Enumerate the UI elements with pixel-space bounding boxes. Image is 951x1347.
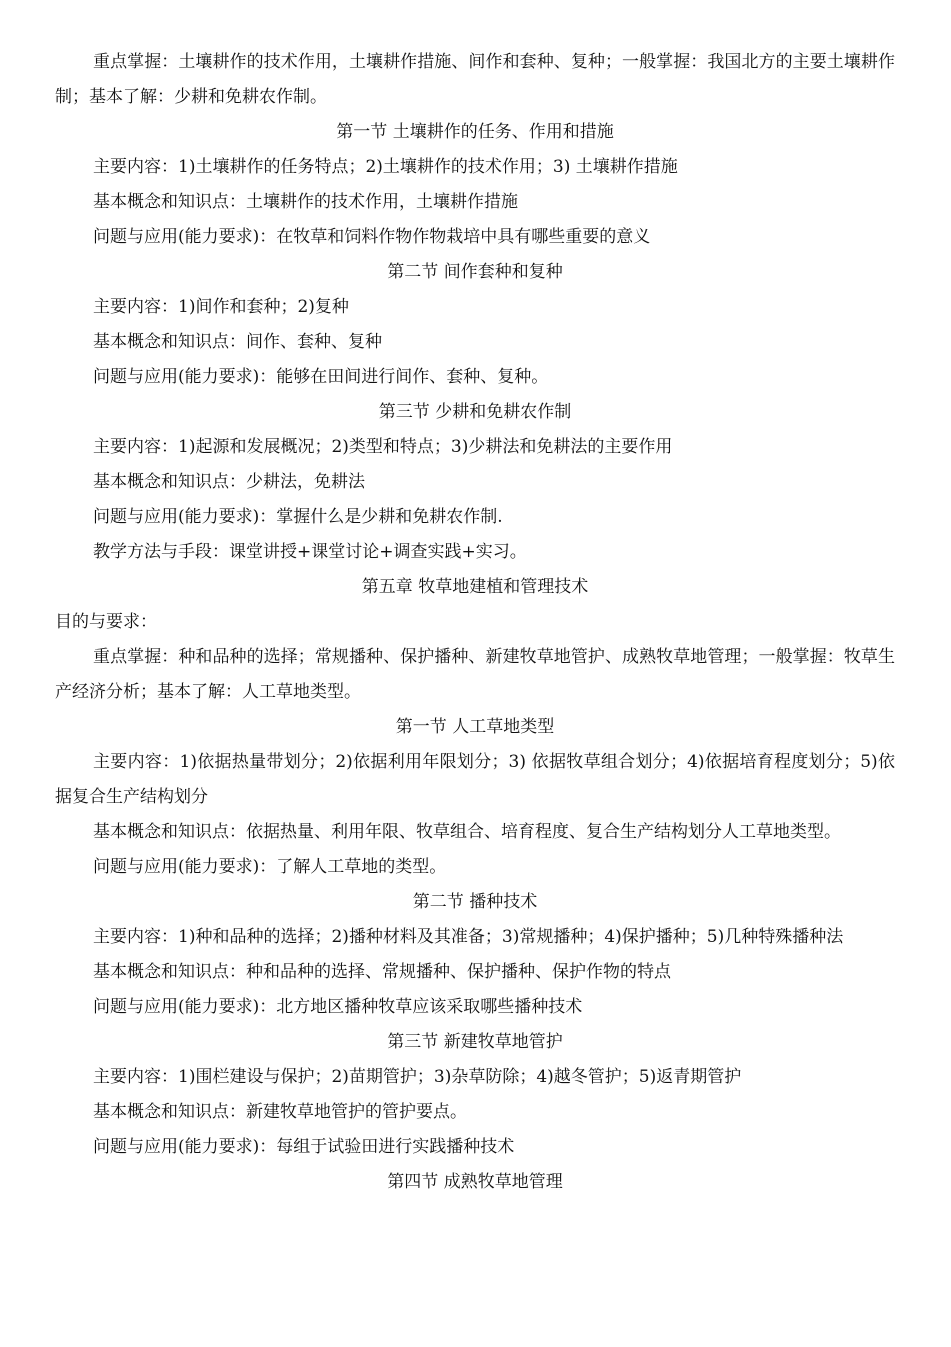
section-heading: 第三节 新建牧草地管护 — [387, 1032, 563, 1052]
section-heading: 第三节 少耕和免耕农作制 — [378, 402, 572, 422]
section-heading: 第二节 间作套种和复种 — [387, 262, 563, 282]
application-line: 问题与应用(能力要求)：北方地区播种牧草应该采取哪些播种技术 — [93, 997, 583, 1017]
concepts-line: 基本概念和知识点：种和品种的选择、常规播种、保护播种、保护作物的特点 — [93, 962, 671, 982]
main-content-line: 主要内容：1)围栏建设与保护；2)苗期管护；3)杂草防除；4)越冬管护；5)返青期管护 — [93, 1067, 742, 1087]
teaching-methods-line: 教学方法与手段：课堂讲授+课堂讨论+调查实践+实习。 — [93, 542, 527, 562]
section-heading: 第一节 人工草地类型 — [395, 717, 555, 737]
focus-paragraph: 重点掌握：种和品种的选择；常规播种、保护播种、新建牧草地管护、成熟牧草地管理；一般掌握：牧草生产经济分析；基本了解：人工草地类型。 — [55, 647, 895, 702]
document-body — [55, 45, 895, 1200]
concepts-line: 基本概念和知识点：新建牧草地管护的管护要点。 — [93, 1102, 467, 1122]
application-line: 问题与应用(能力要求)：在牧草和饲料作物作物栽培中具有哪些重要的意义 — [93, 227, 651, 247]
application-line: 问题与应用(能力要求)：每组于试验田进行实践播种技术 — [93, 1137, 515, 1157]
section-heading: 第二节 播种技术 — [412, 892, 538, 912]
main-content-line: 主要内容：1)起源和发展概况；2)类型和特点；3)少耕法和免耕法的主要作用 — [93, 437, 673, 457]
focus-paragraph: 重点掌握：土壤耕作的技术作用，土壤耕作措施、间作和套种、复种；一般掌握：我国北方的主要土壤耕作制；基本了解：少耕和免耕农作制。 — [55, 52, 895, 107]
main-content-line: 主要内容：1)依据热量带划分；2)依据利用年限划分；3) 依据牧草组合划分；4)依据培育程度划分；5)依据复合生产结构划分 — [55, 752, 895, 807]
application-line: 问题与应用(能力要求)：掌握什么是少耕和免耕农作制. — [93, 507, 503, 527]
main-content-line: 主要内容：1)土壤耕作的任务特点；2)土壤耕作的技术作用；3) 土壤耕作措施 — [93, 157, 678, 177]
application-line: 问题与应用(能力要求)：能够在田间进行间作、套种、复种。 — [93, 367, 549, 387]
section-heading: 第一节 土壤耕作的任务、作用和措施 — [336, 122, 614, 142]
objectives-label: 目的与要求： — [55, 612, 157, 632]
main-content-line: 主要内容：1)间作和套种；2)复种 — [93, 297, 349, 317]
concepts-line: 基本概念和知识点：少耕法，免耕法 — [93, 472, 365, 492]
concepts-line: 基本概念和知识点：土壤耕作的技术作用，土壤耕作措施 — [93, 192, 518, 212]
concepts-line: 基本概念和知识点：间作、套种、复种 — [93, 332, 382, 352]
section-heading: 第四节 成熟牧草地管理 — [387, 1172, 563, 1192]
main-content-line: 主要内容：1)种和品种的选择；2)播种材料及其准备；3)常规播种；4)保护播种；5)几种特殊播种法 — [93, 927, 844, 947]
concepts-line: 基本概念和知识点：依据热量、利用年限、牧草组合、培育程度、复合生产结构划分人工草地类型。 — [93, 822, 841, 842]
application-line: 问题与应用(能力要求)：了解人工草地的类型。 — [93, 857, 447, 877]
chapter-heading: 第五章 牧草地建植和管理技术 — [361, 577, 589, 597]
